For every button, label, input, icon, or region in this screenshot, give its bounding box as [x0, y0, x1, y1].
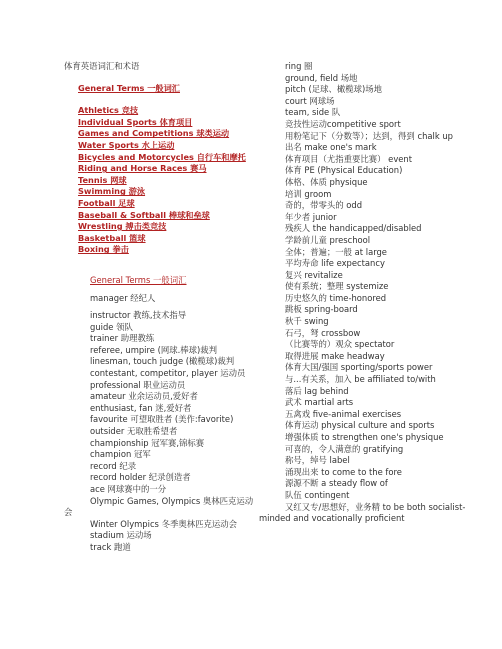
- toc-link-tennis[interactable]: Tennis 网球: [78, 174, 127, 185]
- glossary-entry: 武术 martial arts: [285, 397, 354, 408]
- glossary-entry: 五禽戏 five-animal exercises: [285, 408, 402, 419]
- right-column: [259, 61, 487, 525]
- glossary-entry: 全体；普遍；一般 at large: [285, 246, 387, 257]
- toc-link-basketball[interactable]: Basketball 篮球: [78, 232, 146, 243]
- glossary-entry: 培训 groom: [285, 188, 332, 199]
- glossary-entry: stadium 运动场: [90, 530, 152, 541]
- glossary-entry: enthusiast, fan 迷,爱好者: [90, 402, 192, 413]
- glossary-entry: 体育大国/强国 sporting/sports power: [285, 362, 433, 373]
- glossary-entry: 复兴 revitalize: [285, 269, 343, 280]
- glossary-entry: professional 职业运动员: [90, 379, 186, 390]
- glossary-entry: record holder 纪录创造者: [90, 472, 191, 483]
- toc-link-bicycles-motorcycles[interactable]: Bicycles and Motorcycles 自行车和摩托: [78, 151, 246, 162]
- glossary-entry: champion 冠军: [90, 449, 151, 460]
- glossary-entry: outsider 无取胜希望者: [90, 426, 178, 437]
- glossary-entry: 使有系统；整理 systemize: [285, 281, 389, 292]
- glossary-entry: team, side 队: [285, 107, 341, 118]
- toc-link-swimming[interactable]: Swimming 游泳: [78, 186, 146, 197]
- glossary-entry: court 网球场: [285, 95, 335, 106]
- glossary-entry: linesman, touch judge (橄榄球)裁判: [90, 356, 235, 367]
- glossary-entry: 可喜的，令人满意的 gratifying: [285, 443, 404, 454]
- left-column: [64, 61, 254, 554]
- glossary-entry: 落后 lag behind: [285, 385, 349, 396]
- toc-link-wrestling[interactable]: Wrestling 搏击类竞技: [78, 221, 167, 232]
- glossary-entry: 源源不断 a steady flow of: [285, 478, 388, 489]
- glossary-list-left: [64, 293, 254, 554]
- glossary-entry: guide 领队: [90, 321, 133, 332]
- toc-link-riding-horse-races[interactable]: Riding and Horse Races 赛马: [78, 163, 207, 174]
- glossary-entry: 学龄前儿童 preschool: [285, 234, 371, 245]
- glossary-entry: 年少者 junior: [285, 211, 337, 222]
- glossary-entry: 体格、体质 physique: [285, 176, 368, 187]
- glossary-entry: （比赛等的）观众 spectator: [285, 339, 395, 350]
- glossary-entry: 竞技性运动competitive sport: [285, 118, 401, 129]
- glossary-entry: ground, field 场地: [285, 72, 358, 83]
- toc-link-boxing[interactable]: Boxing 拳击: [78, 244, 129, 255]
- glossary-entry: track 跑道: [90, 541, 131, 552]
- glossary-entry: Winter Olympics 冬季奥林匹克运动会: [90, 518, 237, 529]
- glossary-entry: referee, umpire (网球.棒球)裁判: [90, 344, 218, 355]
- glossary-entry: 石弓，弩 crossbow: [285, 327, 361, 338]
- toc-link-athletics[interactable]: Athletics 竞技: [78, 105, 139, 116]
- glossary-entry: manager 经纪人: [90, 292, 156, 303]
- glossary-entry: 体育 PE (Physical Education): [285, 165, 403, 176]
- glossary-entry: record 纪录: [90, 460, 137, 471]
- toc-link-games-competitions[interactable]: Games and Competitions 球类运动: [78, 128, 230, 139]
- glossary-entry: instructor 教练,技术指导: [90, 310, 187, 321]
- toc-link-water-sports[interactable]: Water Sports 水上运动: [78, 139, 175, 150]
- glossary-entry: 用粉笔记下（分数等）；达到，得到 chalk up: [285, 130, 453, 141]
- glossary-entry: 跳板 spring-board: [285, 304, 358, 315]
- toc-link-baseball-softball[interactable]: Baseball & Softball 棒球和垒球: [78, 209, 210, 220]
- glossary-entry: contestant, competitor, player 运动员: [90, 368, 246, 379]
- glossary-entry: trainer 助理教练: [90, 333, 155, 344]
- toc-link-individual-sports[interactable]: Individual Sports 体育项目: [78, 116, 193, 127]
- glossary-entry: 称号，绰号 label: [285, 455, 350, 466]
- toc-link-football[interactable]: Football 足球: [78, 197, 135, 208]
- table-of-contents: [64, 83, 254, 256]
- glossary-entry: 队伍 contingent: [285, 489, 350, 500]
- toc-link-general-terms[interactable]: General Terms 一般词汇: [78, 82, 180, 93]
- document-title: 体育英语词汇和术语: [64, 61, 140, 71]
- glossary-entry: 体育项目（尤指重要比赛） event: [285, 153, 413, 164]
- glossary-entry: amateur 业余运动员,爱好者: [90, 391, 198, 402]
- glossary-entry: 平均寿命 life expectancy: [285, 258, 385, 269]
- glossary-entry: 历史悠久的 time-honored: [285, 292, 387, 303]
- glossary-entry: ace 网球赛中的一分: [90, 484, 167, 494]
- glossary-entry: 增强体质 to strengthen one's physique: [285, 432, 444, 442]
- glossary-entry: Olympic Games, Olympics 奥林匹克运动会: [64, 495, 254, 518]
- glossary-entry: championship 冠军赛,锦标赛: [90, 437, 205, 448]
- glossary-entry: pitch (足球、橄榄球)场地: [285, 84, 383, 95]
- glossary-entry: 涌现出来 to come to the fore: [285, 466, 402, 477]
- glossary-entry: 体育运动 physical culture and sports: [285, 420, 435, 431]
- glossary-entry: 与...有关系，加入 be affiliated to/with: [285, 374, 436, 385]
- glossary-entry: 秋千 swing: [285, 316, 329, 327]
- glossary-entry: 取得进展 make headway: [285, 350, 385, 361]
- glossary-entry: 出名 make one's mark: [285, 142, 377, 153]
- glossary-entry: 残疾人 the handicapped/disabled: [285, 223, 422, 234]
- glossary-entry: favourite 可望取胜者 (美作:favorite): [90, 414, 234, 425]
- glossary-entry: 又红又专/思想好，业务精 to be both socialist-minded and vocationally proficient: [259, 501, 466, 524]
- glossary-entry: ring 圈: [285, 61, 313, 71]
- glossary-entry: 奇的，带零头的 odd: [285, 200, 363, 211]
- section-heading-general-terms: General Terms 一般词汇: [90, 274, 187, 285]
